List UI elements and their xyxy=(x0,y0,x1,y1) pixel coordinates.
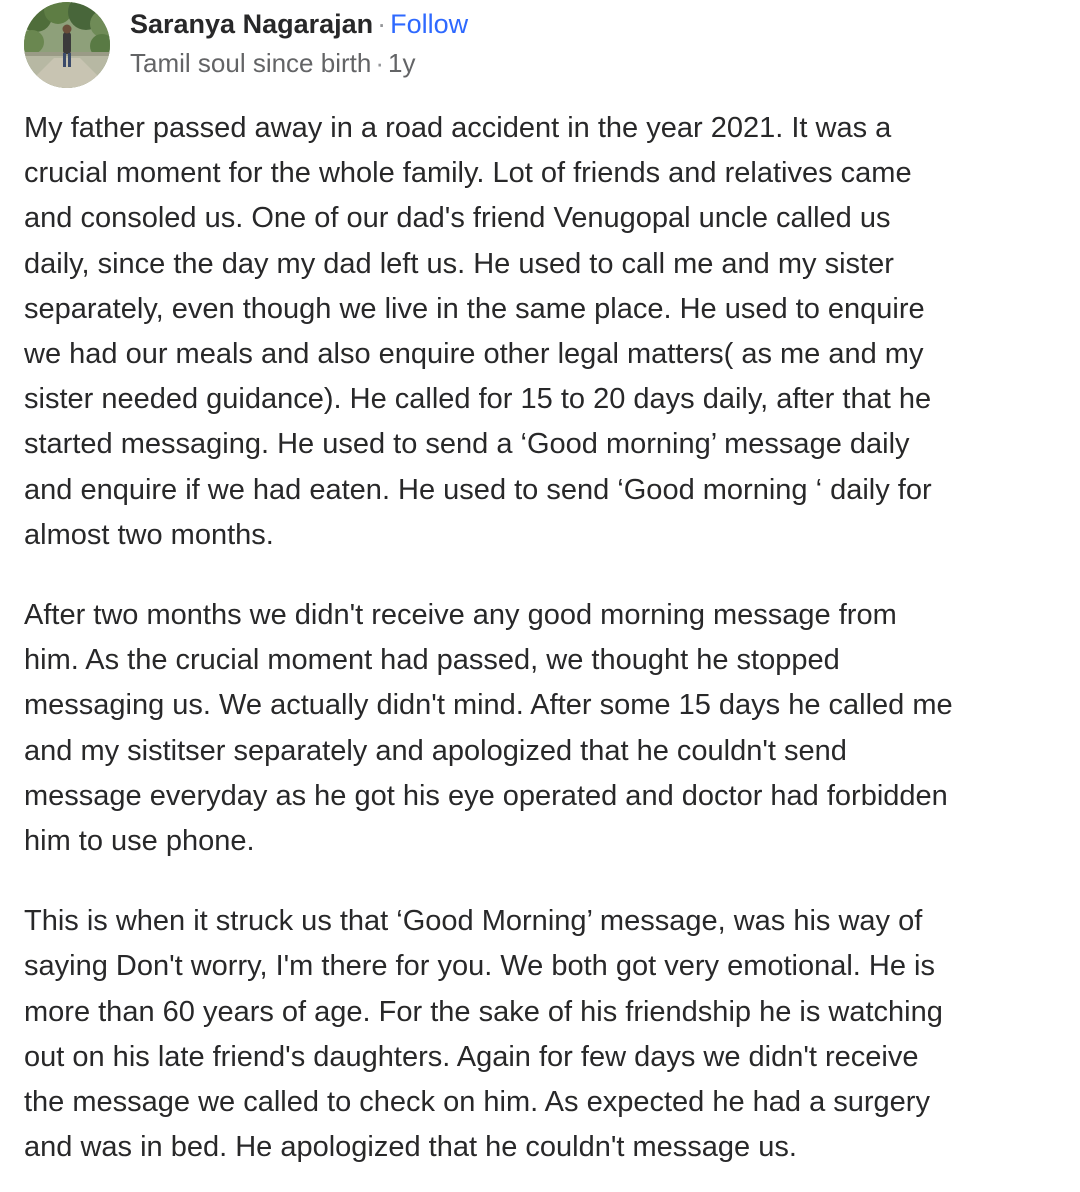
post-header xyxy=(24,2,468,90)
paragraph: This is when it struck us that ‘Good Morning’ message, was his way of saying Don't worry, I'm there for you. We both got very emotional. He is more than 60 years of age. For the sake of his friendship he is watching out on his late friend's daughters. Again for few days we didn't receive the message we called to check on him. As expected he had a surgery and was in bed. He apologized that he couldn't message us. xyxy=(24,905,943,1164)
author-credential[interactable]: Tamil soul since birth xyxy=(130,48,372,78)
author-meta xyxy=(130,2,468,81)
avatar[interactable] xyxy=(24,2,110,88)
credential-line xyxy=(130,45,468,81)
separator-dot-2: · xyxy=(375,48,384,78)
profile-photo-icon xyxy=(24,2,110,88)
paragraph: After two months we didn't receive any good morning message from him. As the crucial moment had passed, we thought he stopped messaging us. We actually didn't mind. After some 15 days he called me and my sistitser separately and apologized that he couldn't send message everyday as he got his eye operated and doctor had forbidden him to use phone. xyxy=(24,599,953,858)
separator-dot: · xyxy=(377,9,387,39)
author-name[interactable]: Saranya Nagarajan xyxy=(130,9,374,39)
follow-button[interactable]: Follow xyxy=(390,9,469,39)
author-line xyxy=(130,6,468,42)
answer-content xyxy=(24,106,1064,1170)
paragraph: My father passed away in a road accident in the year 2021. It was a crucial moment for the whole family. Lot of friends and relatives came and consoled us. One of our dad's friend Venugopal uncle called us daily, since the day my dad left us. He used to call me and my sister separately, even though we live in the same place. He used to enquire we had our meals and also enquire other legal matters( as me and my sister needed guidance). He called for 15 to 20 days daily, after that he started messaging. He used to send a ‘Good morning’ message daily and enquire if we had eaten. He used to send ‘Good morning ‘ daily for almost two months. xyxy=(24,112,932,551)
post-age[interactable]: 1y xyxy=(387,48,416,78)
